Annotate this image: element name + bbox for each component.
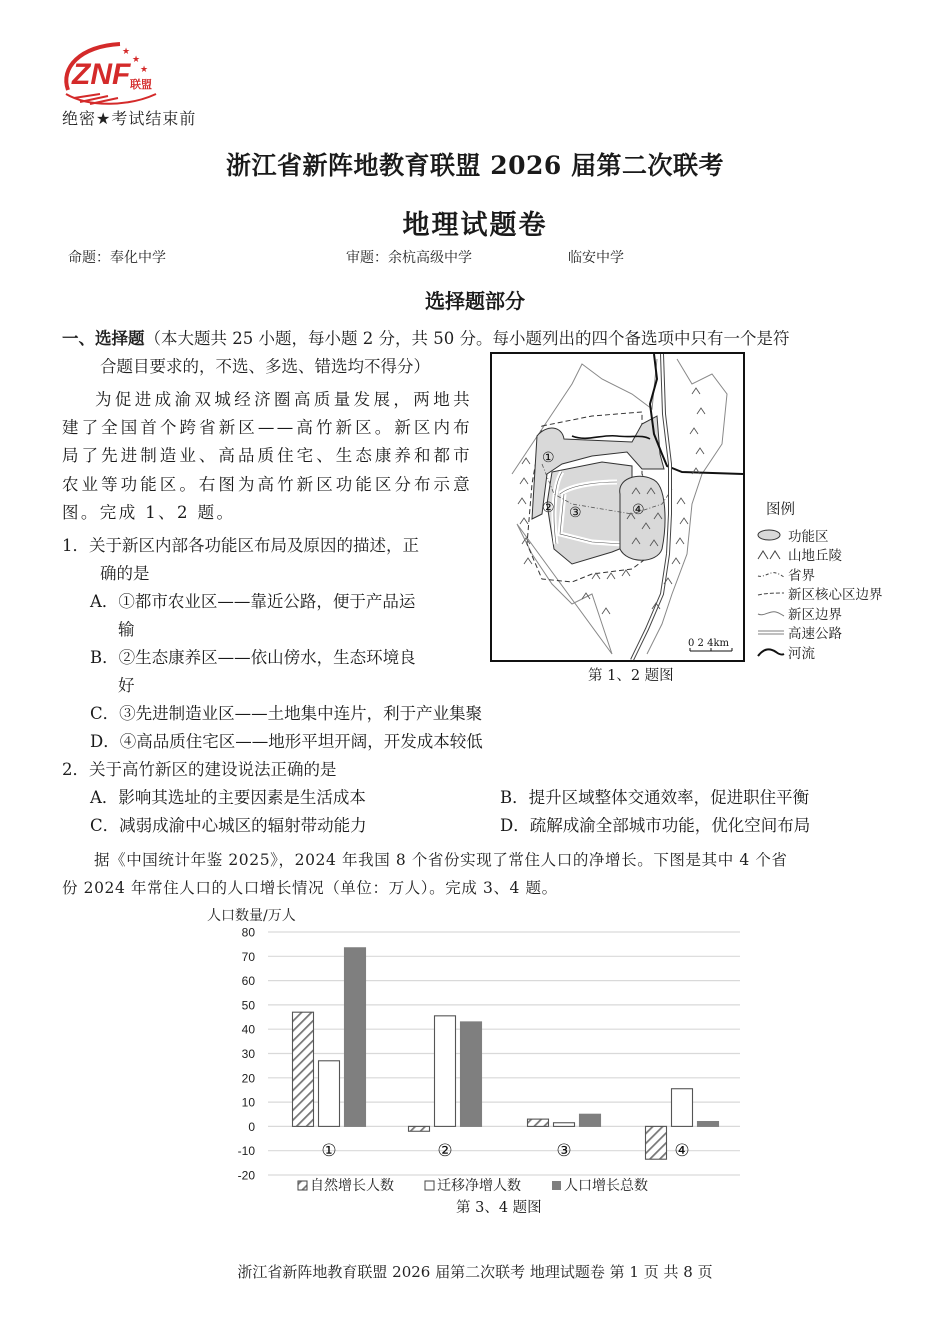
passage-1-text: 为促进成渝双城经济圈高质量发展，两地共建了全国首个跨省新区——高竹新区。新区内布局了先进制造业、高品质住宅、生态康养和都市农业等功能区。右图为高竹新区功能区分布示意图。完成 1、2 题。 bbox=[62, 390, 472, 522]
legend-title: 图例 bbox=[766, 502, 795, 518]
legend-swatch-total bbox=[552, 1181, 561, 1190]
q1-option-b-label: B． bbox=[90, 648, 119, 667]
legend-swatch-migration bbox=[425, 1181, 434, 1190]
mountain-icon bbox=[756, 548, 786, 560]
river-icon bbox=[756, 646, 786, 658]
bar-migration bbox=[319, 1061, 340, 1127]
legend-label: 人口增长总数 bbox=[564, 1178, 648, 1194]
legend-item-functional-zone: 功能区 bbox=[756, 525, 883, 545]
q1-option-a[interactable] bbox=[90, 588, 415, 616]
author-label: 命题：奉化中学 bbox=[68, 250, 166, 266]
q1-option-c-text: ③先进制造业区——土地集中连片，利于产业集聚 bbox=[119, 704, 483, 723]
scale-label: 0 2 4km bbox=[688, 638, 729, 649]
svg-text:联盟: 联盟 bbox=[130, 78, 152, 91]
y-tick-label: 20 bbox=[241, 1071, 255, 1086]
part1-heading: 一、选择题 bbox=[62, 329, 145, 348]
bar-total bbox=[461, 1022, 482, 1126]
population-growth-chart bbox=[195, 900, 755, 1220]
q2-option-a[interactable]: A．影响其选址的主要因素是生活成本 bbox=[90, 788, 366, 807]
province-border-icon bbox=[756, 568, 786, 580]
core-border-icon bbox=[756, 587, 786, 599]
q1-option-a-cont: 输 bbox=[118, 620, 135, 639]
q1-option-d[interactable] bbox=[90, 728, 483, 756]
bar-natural bbox=[528, 1119, 549, 1126]
passage-2-line1: 据《中国统计年鉴 2025》，2024 年我国 8 个省份实现了常住人口的净增长。下图是其中 4 个省 bbox=[94, 851, 788, 869]
bar-natural bbox=[293, 1012, 314, 1126]
q2-option-d[interactable]: D．疏解成渝全部城市功能，优化空间布局 bbox=[500, 816, 811, 835]
district-border-icon bbox=[756, 607, 786, 619]
y-tick-label: -10 bbox=[237, 1144, 255, 1159]
page-footer: 浙江省新阵地教育联盟 2026 届第二次联考 地理试题卷 第 1 页 共 8 页 bbox=[237, 1263, 713, 1281]
y-axis-label: 人口数量/万人 bbox=[207, 908, 296, 924]
y-tick-label: 10 bbox=[241, 1095, 255, 1110]
chart-caption: 第 3、4 题图 bbox=[456, 1200, 542, 1216]
legend-label: 迁移净增人数 bbox=[437, 1178, 521, 1194]
q1-option-d-text: ④高品质住宅区——地形平坦开阔，开发成本较低 bbox=[119, 732, 483, 751]
legend-item-mountain: 山地丘陵 bbox=[756, 545, 883, 565]
bar-natural bbox=[409, 1126, 430, 1131]
q1-stem-line1: 1．关于新区内部各功能区布局及原因的描述，正 bbox=[62, 536, 419, 555]
svg-text:★: ★ bbox=[140, 65, 149, 75]
bar-migration bbox=[554, 1123, 575, 1127]
zone-label-3: ③ bbox=[569, 505, 582, 521]
svg-text:★: ★ bbox=[122, 47, 131, 57]
bar-total bbox=[345, 948, 366, 1127]
q1-option-b-cont: 好 bbox=[118, 676, 135, 695]
legend-item-highway: 高速公路 bbox=[756, 623, 883, 643]
alliance-logo bbox=[60, 38, 160, 110]
logo-icon bbox=[60, 38, 160, 110]
category-label: ② bbox=[437, 1141, 453, 1161]
zone-label-1: ① bbox=[542, 450, 555, 466]
passage-1 bbox=[62, 386, 472, 527]
bar-total bbox=[698, 1122, 719, 1127]
functional-zone-map bbox=[490, 352, 745, 662]
zone-label-4: ④ bbox=[632, 502, 645, 518]
category-label: ④ bbox=[674, 1141, 690, 1161]
y-tick-label: -20 bbox=[237, 1168, 255, 1183]
bar-natural bbox=[646, 1126, 667, 1159]
svg-text:★: ★ bbox=[132, 55, 141, 65]
y-tick-label: 40 bbox=[241, 1022, 255, 1037]
category-label: ③ bbox=[556, 1141, 572, 1161]
confidentiality-label: 绝密★考试结束前 bbox=[62, 109, 197, 128]
y-tick-label: 0 bbox=[248, 1119, 255, 1134]
bar-migration bbox=[435, 1016, 456, 1127]
q2-option-b[interactable]: B．提升区域整体交通效率，促进职住平衡 bbox=[500, 788, 810, 807]
y-tick-label: 70 bbox=[241, 949, 255, 964]
map-caption: 第 1、2 题图 bbox=[588, 668, 674, 684]
q1-option-b-text: ②生态康养区——依山傍水，生态环境良 bbox=[118, 648, 416, 667]
q1-option-d-label: D． bbox=[90, 732, 120, 751]
y-tick-label: 80 bbox=[241, 925, 255, 940]
q1-option-a-label: A． bbox=[90, 592, 119, 611]
y-tick-label: 30 bbox=[241, 1047, 255, 1061]
passage-2-line2: 份 2024 年常住人口的人口增长情况（单位：万人）。完成 3、4 题。 bbox=[62, 879, 558, 897]
section-title: 选择题部分 bbox=[425, 289, 525, 313]
svg-text:ZNF: ZNF bbox=[72, 58, 131, 91]
reviewer-label: 审题：余杭高级中学 bbox=[346, 250, 472, 266]
legend-label: 自然增长人数 bbox=[310, 1178, 394, 1194]
map-figure bbox=[492, 354, 743, 660]
legend-item-province-border: 省界 bbox=[756, 564, 883, 584]
bar-chart bbox=[195, 900, 755, 1200]
y-tick-label: 50 bbox=[241, 998, 255, 1013]
legend-item-district-border: 新区边界 bbox=[756, 603, 883, 623]
q1-option-c-label: C． bbox=[90, 704, 120, 723]
exam-title: 浙江省新阵地教育联盟 2026 届第二次联考 bbox=[226, 151, 724, 180]
q1-stem-line2: 确的是 bbox=[100, 564, 150, 583]
part1-instructions-line2: 合题目要求的，不选、多选、错选均不得分） bbox=[100, 357, 430, 376]
q2-option-c[interactable]: C．减弱成渝中心城区的辐射带动能力 bbox=[90, 816, 367, 835]
reviewer2-label: 临安中学 bbox=[568, 250, 624, 266]
q1-option-a-text: ①都市农业区——靠近公路，便于产品运 bbox=[118, 592, 416, 611]
exam-subtitle: 地理试题卷 bbox=[402, 210, 548, 241]
highway-icon bbox=[756, 626, 786, 638]
category-label: ① bbox=[321, 1141, 337, 1161]
q1-option-c[interactable] bbox=[90, 700, 482, 728]
legend-item-core-border: 新区核心区边界 bbox=[756, 584, 883, 604]
part1-instructions-line1: （本大题共 25 小题，每小题 2 分，共 50 分。每小题列出的四个备选项中只有一个是符 bbox=[144, 329, 790, 348]
legend-item-river: 河流 bbox=[756, 642, 883, 662]
q2-stem: 2．关于高竹新区的建设说法正确的是 bbox=[62, 760, 337, 779]
legend-swatch-natural bbox=[298, 1181, 307, 1190]
bar-migration bbox=[672, 1089, 693, 1127]
part1-instructions bbox=[62, 325, 789, 353]
map-legend bbox=[756, 498, 883, 662]
functional-zone-icon bbox=[756, 529, 786, 541]
q1-option-b[interactable] bbox=[90, 644, 416, 672]
zone-label-2: ② bbox=[542, 500, 555, 516]
bar-total bbox=[580, 1114, 601, 1126]
y-tick-label: 60 bbox=[241, 974, 255, 989]
